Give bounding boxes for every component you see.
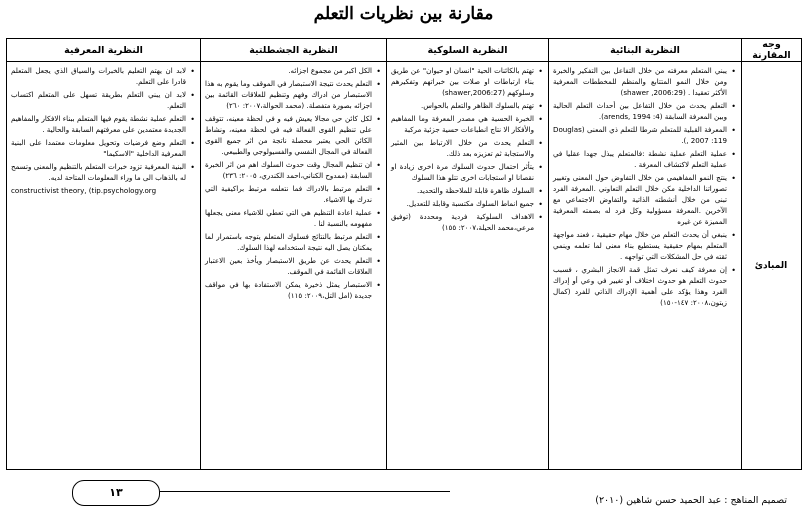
gestalt-list bbox=[205, 66, 381, 302]
list-item: • لابد ان يهتم التعليم بالخبرات والسياق الذي يجعل المتعلم قادرا على التعلم. bbox=[11, 66, 186, 88]
header-constructivist: النظرية البنائية bbox=[549, 39, 742, 62]
table-row bbox=[7, 62, 802, 470]
list-item: • يبني المتعلم معرفته من خلال التفاعل بين التفكير والخبرة ومن خلال النمو المتتابع والمنظم للمخططات المعرفية الأكثر تعقيدا . (shawer ,2006:29) bbox=[553, 66, 727, 99]
page-number-badge: ١٣ bbox=[72, 480, 160, 506]
list-item: • التعلم عملية نشطة يقوم فيها المتعلم ببناء الافكار والمفاهيم الجديدة معتمدين على معرفتهم السابقة والحالية . bbox=[11, 114, 186, 136]
cell-behavioral bbox=[387, 62, 549, 470]
list-item: • البنية المعرفية تزود خبرات المتعلم بالتنظيم والمعنى وتسمح له بالذهاب الى ما وراء المعلومات المتاحة لديه. bbox=[11, 162, 186, 184]
list-item: • الكل اكبر من مجموع اجزائه. bbox=[205, 66, 372, 77]
list-item: • الخبرة الحسية هي مصدر المعرفة وما المفاهيم والأفكار الا نتاج انطباعات حسية جزئية مركبة bbox=[391, 114, 534, 136]
list-item: • ينبغي أن يحدث التعلم من خلال مهام حقيقية ، فعند مواجهة المتعلم بمهام حقيقية يستطيع بناء معنى لما تعلمه وينمي ثقته في حل المشكلات التي تواجهه . bbox=[553, 230, 727, 263]
list-item: • لكل كائن حي مجالا يعيش فيه و في لحظة معينه، تتوقف على تنظيم القوى الفعالة فيه في لحظة معينه، ونشاط الكائن الحي يعتبر محصلة ناتجة من اثر جميع القوى الفعالة في المجال النفسي والفسيولوجي والطبيعي. bbox=[205, 114, 372, 158]
list-item: • المعرفة القبلية للمتعلم شرطا للتعلم ذي المعنى (Douglas , 2007 :119). bbox=[553, 125, 727, 147]
behavioral-list bbox=[391, 66, 543, 234]
cell-cognitive bbox=[7, 62, 201, 470]
header-behavioral: النظرية السلوكية bbox=[387, 39, 549, 62]
list-item: • التعلم يحدث عن طريق الاستبصار ويأخذ بعين الاعتبار العلاقات القائمة في الموقف. bbox=[205, 256, 372, 278]
page-title: مقارنة بين نظريات التعلم bbox=[313, 4, 494, 24]
list-item: • تهتم بالكائنات الحية "انسان او حيوان" عن طريق بناء ارتباطات او صلات بين خبراتهم وتفكيرهم وسلوكهم (shawer,2006:27) bbox=[391, 66, 534, 99]
footer-divider bbox=[160, 491, 450, 492]
list-item: • لابد ان يبني التعلم بطريقة تسهل على المتعلم اكتساب التعلم. bbox=[11, 90, 186, 112]
list-item: • التعلم يحدث من خلال الارتباط بين المثير والاستجابة ثم تعزيزه بعد ذلك. bbox=[391, 138, 534, 160]
header-gestalt: النظرية الجشطلتية bbox=[201, 39, 387, 62]
row-label-principles: المبادئ bbox=[742, 62, 802, 470]
list-item: • الاستبصار يمثل ذخيرة يمكن الاستفادة بها في مواقف جديدة (امل التل،٢٠٠٩: ١١٥) bbox=[205, 280, 372, 302]
comparison-table bbox=[6, 38, 802, 470]
cell-constructivist bbox=[549, 62, 742, 470]
list-item: • التعلم مرتبط بالادراك فما نتعلمه مرتبط براكيفية التي ندرك بها الاشياء. bbox=[205, 184, 372, 206]
list-item: • التعلم مرتبط بالنتائج فسلوك المتعلم يتوجه باستمرار لما يمكنان يصل اليه نتيجة استخدامه لهذا السلوك. bbox=[205, 232, 372, 254]
list-item: • السلوك ظاهرة قابلة للملاحظة والتحديد. bbox=[391, 186, 534, 197]
list-item: • إن معرفة كيف نعرف تمثل قمة الانجاز البشري ، فسبب حدوث التعلم هو حدوث اختلاف أو تغيير في وعي أو إدراك الفرد وهذا يؤكد على أهمية الإدراك الذاتي للفرد (كمال زيتون،٢٠٠٨: ١٤٧-١٥٠) bbox=[553, 265, 727, 309]
list-item: • التعلم يحدث من خلال التفاعل بين أحداث التعلم الحالية وبين المعرفة السابقة (arends, 1994 :4). bbox=[553, 101, 727, 123]
header-cognitive: النظرية المعرفية bbox=[7, 39, 201, 62]
list-item: • عملية اعادة التنظيم هي التي تعطي للاشياء معنى يجعلها مفهومه بالنسبة لنا . bbox=[205, 208, 372, 230]
list-item: • ان تنظيم المجال وقت حدوث السلوك اهم من اثر الخبرة السابقة (ممدوح الكناني،احمد الكندري، ٢٠٠٥: ٢٣٦) bbox=[205, 160, 372, 182]
list-item: • جميع انماط السلوك مكتسبة وقابلة للتعديل. bbox=[391, 199, 534, 210]
cognitive-reference: constructivist theory, (tip.psychology.org bbox=[11, 185, 157, 195]
cognitive-list bbox=[11, 66, 195, 184]
table-header-row bbox=[7, 39, 802, 62]
list-item: • تهتم بالسلوك الظاهر والتعلم بالحواس. bbox=[391, 101, 534, 112]
header-aspect: وجه المقارنة bbox=[742, 39, 802, 62]
list-item: • عملية التعلم عملية نشطة :فالمتعلم يبذل جهدا عقليا في عملية التعلم لاكتشاف المعرفة . bbox=[553, 149, 727, 171]
constructivist-list bbox=[553, 66, 736, 309]
list-item: • التعلم وضع فرضيات وتحويل معلومات معتمدا على البنية المعرفية الداخلية "الاسكيما" bbox=[11, 138, 186, 160]
list-item: • ينتج النمو المفاهيمي من خلال التفاوض حول المعنى وتغيير تصوراتنا الداخلية مكن خلال التعلم التعاوني .المعرفة الفرد تبنى من خلال أنشطته الذاتية والتفاوض الاجتماعي مع الآخرين .المعرفة مسؤولية وكل فرد له بصمته المعرفية المميزة عن غيره bbox=[553, 173, 727, 228]
footer-credit: تصميم المناهج : عبد الحميد حسن شاهين (٢٠١٠) bbox=[595, 495, 787, 506]
cell-gestalt bbox=[201, 62, 387, 470]
list-item: • التعلم يحدث نتيجة الاستبصار في الموقف وما يقوم به هذا الاستبصار من ادراك وفهم وتنظيم للعلاقات القائمة بين اجزائه بصورة متفصلة. (محمد الحوالة،٢٠٠٧: ٢٦٠) bbox=[205, 79, 372, 112]
list-item: • يتأثر احتمال حدوث السلوك مرة اخرى زيادة او نقصانا او استجابات اخرى تتلو هذا السلوك bbox=[391, 162, 534, 184]
list-item: • الاهداف السلوكية فردية ومحددة (توفيق مرعي،محمد الحيلة،٢٠٠٧: ١٥٥) bbox=[391, 212, 534, 234]
